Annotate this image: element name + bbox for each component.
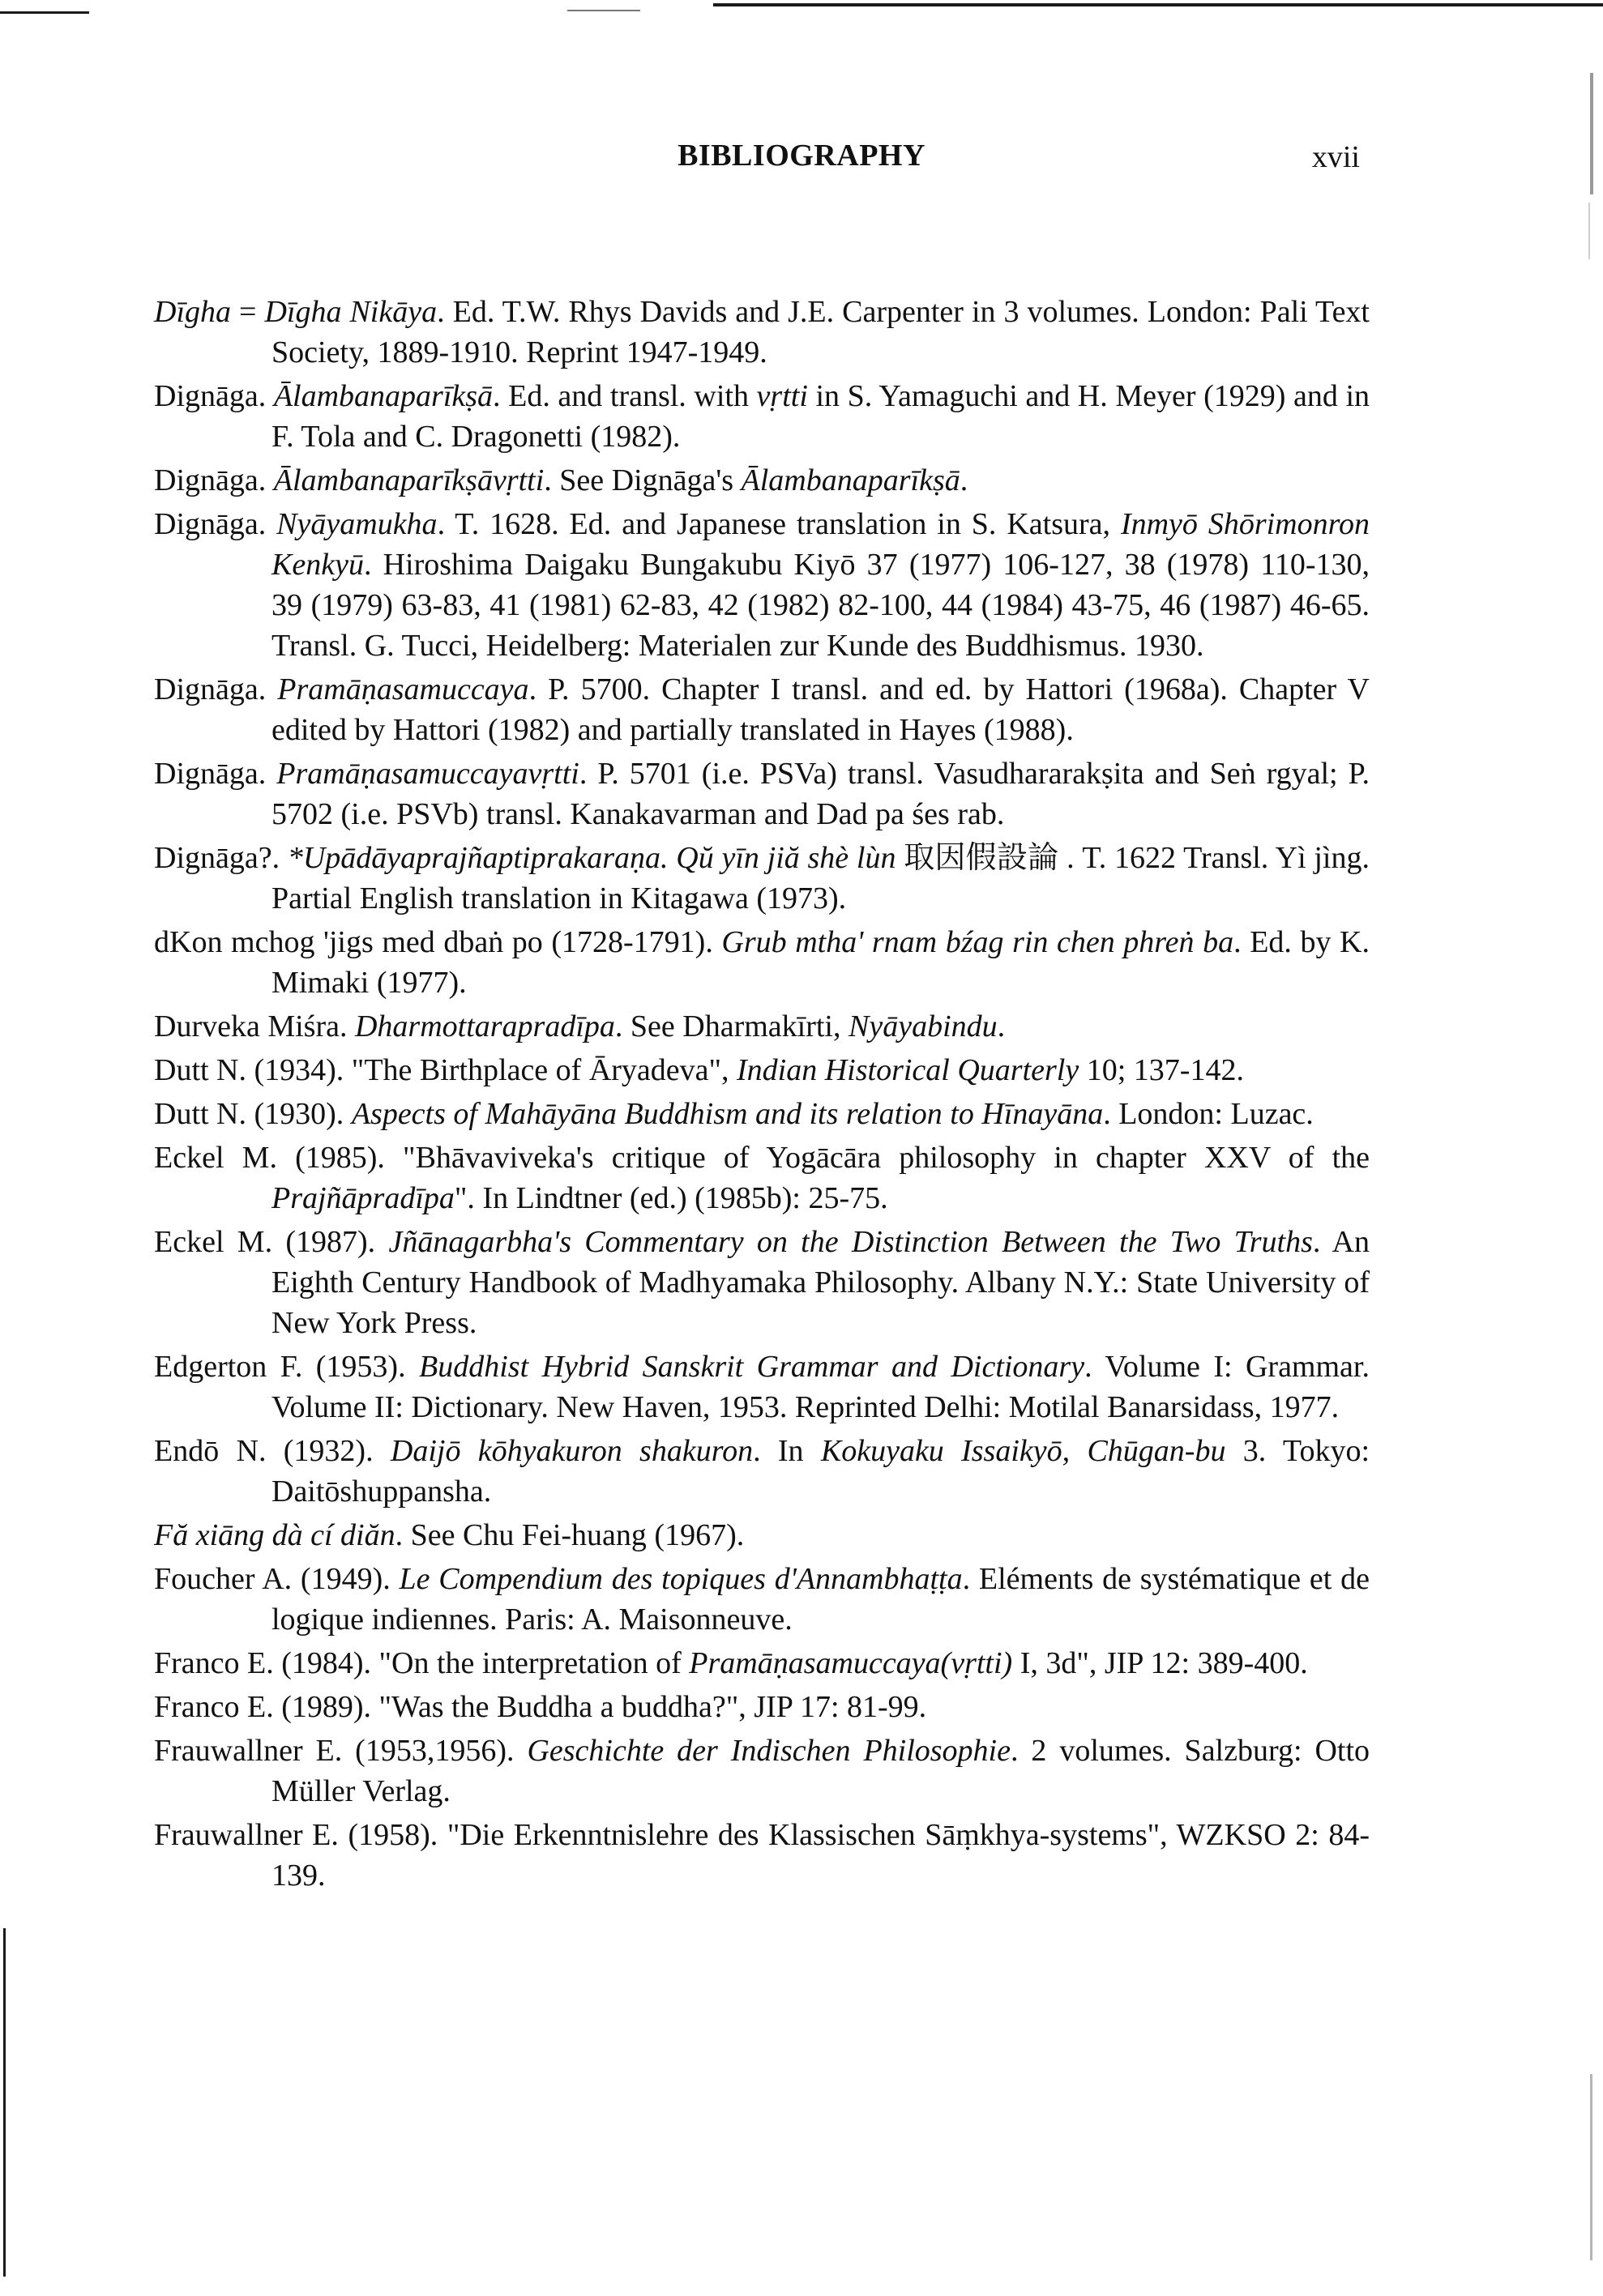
- entry-text: .: [960, 463, 968, 497]
- bibliography-entry-franco-1989: [154, 1687, 1370, 1727]
- entry-title-italic: Le Compendium des topiques d'Annambhaṭṭa: [399, 1562, 963, 1596]
- bibliography-entry-foucher: [154, 1559, 1370, 1640]
- entry-text: dKon mchog 'jigs med dbaṅ po (1728-1791).: [154, 925, 722, 959]
- bibliography-entry-edgerton: [154, 1346, 1370, 1428]
- bibliography-entry-dutt-1930: [154, 1094, 1370, 1134]
- entry-text: I, 3d", JIP 12: 389-400.: [1012, 1646, 1308, 1680]
- bibliography-entry-dignaga-psv: [154, 753, 1370, 834]
- bibliography-entry-dignaga-alambana: [154, 376, 1370, 457]
- entry-text: Dignāga.: [154, 379, 274, 413]
- entry-title-italic: *Upādāyaprajñaptiprakaraṇa. Qŭ yīn jiă shè lùn: [287, 841, 896, 875]
- entry-title-italic: Jñānagarbha's Commentary on the Distinction Between the Two Truths: [388, 1225, 1313, 1259]
- bibliography-entry-dignaga-alambana-vrtti: [154, 460, 1370, 501]
- entry-text: . Eléments de systématique et de logique indiennes. Paris: A. Maisonneuve.: [271, 1562, 1370, 1637]
- bibliography-list: [154, 292, 1370, 1899]
- bibliography-entry-digha: [154, 292, 1370, 373]
- entry-title-italic: Dīgha: [154, 295, 231, 329]
- entry-text: 3. Tokyo: Daitōshuppansha.: [271, 1434, 1370, 1509]
- entry-text: ". In Lindtner (ed.) (1985b): 25-75.: [454, 1181, 888, 1215]
- entry-text: Frauwallner E. (1958). "Die Erkenntnislehre des Klassischen Sāṃkhya-systems", WZKSO 2: 84-139.: [154, 1818, 1370, 1893]
- entry-text: Dutt N. (1934). "The Birthplace of Āryadeva",: [154, 1053, 737, 1087]
- entry-title-italic: Buddhist Hybrid Sanskrit Grammar and Dictionary: [419, 1350, 1085, 1384]
- scan-edge-line-right: [713, 3, 1603, 6]
- bibliography-entry-fa-xiang: [154, 1515, 1370, 1556]
- entry-text: in S. Yamaguchi and H. Meyer (1929) and in F. Tola and C. Dragonetti (1982).: [271, 379, 1370, 454]
- entry-title-italic: Geschichte der Indischen Philosophie: [527, 1734, 1011, 1768]
- entry-text: Foucher A. (1949).: [154, 1562, 400, 1596]
- entry-text: Dignāga?.: [154, 841, 288, 875]
- entry-text: Eckel M. (1985). "Bhāvaviveka's critique of Yogācāra philosophy in chapter XXV of the: [154, 1141, 1370, 1175]
- entry-title-italic: Kokuyaku Issaikyō, Chūgan-bu: [820, 1434, 1226, 1468]
- entry-text: Dignāga.: [154, 757, 277, 791]
- entry-title-italic: Pramāṇasamuccaya(vṛtti): [689, 1646, 1013, 1680]
- bibliography-entry-dignaga-upadaya: [154, 838, 1370, 919]
- bibliography-entry-endo: [154, 1431, 1370, 1512]
- bibliography-entry-frauwallner-1953: [154, 1731, 1370, 1812]
- entry-text: 取因假設論 . T. 1622 Transl. Yì jìng. Partial English translation in Kitagawa (1973).: [271, 841, 1370, 915]
- entry-text: . T. 1628. Ed. and Japanese translation in S. Katsura,: [437, 507, 1121, 541]
- entry-text: Franco E. (1984). "On the interpretation of: [154, 1646, 690, 1680]
- entry-text: . Ed. T.W. Rhys Davids and J.E. Carpenter in 3 volumes. London: Pali Text Society, 1889-1910. Reprint 1947-1949.: [271, 295, 1370, 369]
- entry-title-italic: Dharmottarapradīpa: [354, 1009, 615, 1043]
- bibliography-entry-franco-1984: [154, 1643, 1370, 1684]
- entry-text: .: [997, 1009, 1006, 1043]
- bibliography-entry-eckel-1987: [154, 1222, 1370, 1343]
- bibliography-entry-dkon-mchog: [154, 922, 1370, 1003]
- entry-text: . See Dignāga's: [544, 463, 742, 497]
- entry-text: . An Eighth Century Handbook of Madhyamaka Philosophy. Albany N.Y.: State University of New York Press.: [271, 1225, 1370, 1340]
- entry-title-italic: vṛtti: [756, 379, 808, 413]
- scan-edge-line-dash: [567, 10, 640, 11]
- entry-text: . Ed. by K. Mimaki (1977).: [271, 925, 1370, 1000]
- entry-text: Frauwallner E. (1953,1956).: [154, 1734, 528, 1768]
- entry-title-italic: Daijō kōhyakuron shakuron: [390, 1434, 754, 1468]
- entry-text: Edgerton F. (1953).: [154, 1350, 420, 1384]
- entry-text: . See Dharmakīrti,: [614, 1009, 849, 1043]
- scan-edge-line-left: [0, 11, 89, 14]
- entry-text: . P. 5701 (i.e. PSVa) transl. Vasudhararakṣita and Seṅ rgyal; P. 5702 (i.e. PSVb) transl. Kanakavarman and Dad pa śes rab.: [271, 757, 1370, 831]
- entry-text: Dignāga.: [154, 463, 274, 497]
- bibliography-entry-dignaga-ps: [154, 669, 1370, 750]
- entry-title-italic: Pramāṇasamuccaya: [277, 672, 529, 706]
- entry-text: 10; 137-142.: [1079, 1053, 1244, 1087]
- entry-text: . Ed. and transl. with: [493, 379, 757, 413]
- entry-title-italic: Ālambanaparīkṣā: [273, 379, 494, 413]
- entry-text: . 2 volumes. Salzburg: Otto Müller Verlag.: [271, 1734, 1370, 1808]
- entry-text: =: [231, 295, 265, 329]
- scan-margin-mark-upper: [1588, 203, 1590, 259]
- bibliography-entry-dutt-1934: [154, 1050, 1370, 1090]
- entry-title-italic: Nyāyabindu: [849, 1009, 998, 1043]
- bibliography-entry-durveka: [154, 1006, 1370, 1047]
- entry-title-italic: Aspects of Mahāyāna Buddhism and its relation to Hīnayāna: [351, 1097, 1104, 1131]
- entry-title-italic: Indian Historical Quarterly: [737, 1053, 1079, 1087]
- running-head: [0, 138, 1603, 186]
- entry-title-italic: Ālambanaparīkṣā: [741, 463, 960, 497]
- entry-title-italic: Grub mtha' rnam bźag rin chen phreṅ ba: [721, 925, 1234, 959]
- entry-text: Dutt N. (1930).: [154, 1097, 352, 1131]
- entry-title-italic: Nyāyamukha: [276, 507, 438, 541]
- bibliography-entry-eckel-1985: [154, 1137, 1370, 1218]
- entry-text: . In: [753, 1434, 821, 1468]
- entry-text: . See Chu Fei-huang (1967).: [395, 1518, 745, 1552]
- page-number: xvii: [1311, 140, 1360, 174]
- entry-text: . Volume I: Grammar. Volume II: Dictionary. New Haven, 1953. Reprinted Delhi: Motilal Banarsidass, 1977.: [271, 1350, 1370, 1424]
- bibliography-entry-frauwallner-1958: [154, 1815, 1370, 1896]
- entry-title-italic: Ālambanaparīkṣāvṛtti: [273, 463, 545, 497]
- entry-text: Franco E. (1989). "Was the Buddha a buddha?", JIP 17: 81-99.: [154, 1690, 927, 1724]
- entry-text: Durveka Miśra.: [154, 1009, 355, 1043]
- entry-text: Dignāga.: [154, 672, 278, 706]
- entry-text: Eckel M. (1987).: [154, 1225, 389, 1259]
- entry-text: Endō N. (1932).: [154, 1434, 391, 1468]
- scan-margin-mark-left: [3, 1928, 6, 2277]
- entry-text: . London: Luzac.: [1103, 1097, 1314, 1131]
- entry-title-italic: Dīgha Nikāya: [264, 295, 438, 329]
- entry-text: . P. 5700. Chapter I transl. and ed. by Hattori (1968a). Chapter V edited by Hattori (1982) and partially translated in Hayes (1988).: [271, 672, 1370, 747]
- scan-margin-mark-lower: [1590, 2074, 1592, 2260]
- entry-title-italic: Fă xiāng dà cí diăn: [154, 1518, 395, 1552]
- entry-title-italic: Prajñāpradīpa: [271, 1181, 455, 1215]
- entry-title-italic: Pramāṇasamuccayavṛtti: [276, 757, 579, 791]
- entry-text: Dignāga.: [154, 507, 277, 541]
- running-title: BIBLIOGRAPHY: [678, 139, 925, 173]
- entry-text: . Hiroshima Daigaku Bungakubu Kiyō 37 (1977) 106-127, 38 (1978) 110-130, 39 (1979) 63-83, 41 (1981) 62-83, 42 (1982) 82-100, 44 (1984) 43-75, 46 (1987) 46-65. Transl. G. Tucci, Heidelberg: Materialen zur Kunde des Buddhismus. 1930.: [271, 548, 1370, 663]
- entry-title-italic: Inmyō Shōrimonron Kenkyū: [271, 507, 1370, 582]
- bibliography-entry-dignaga-nyayamukha: [154, 504, 1370, 666]
